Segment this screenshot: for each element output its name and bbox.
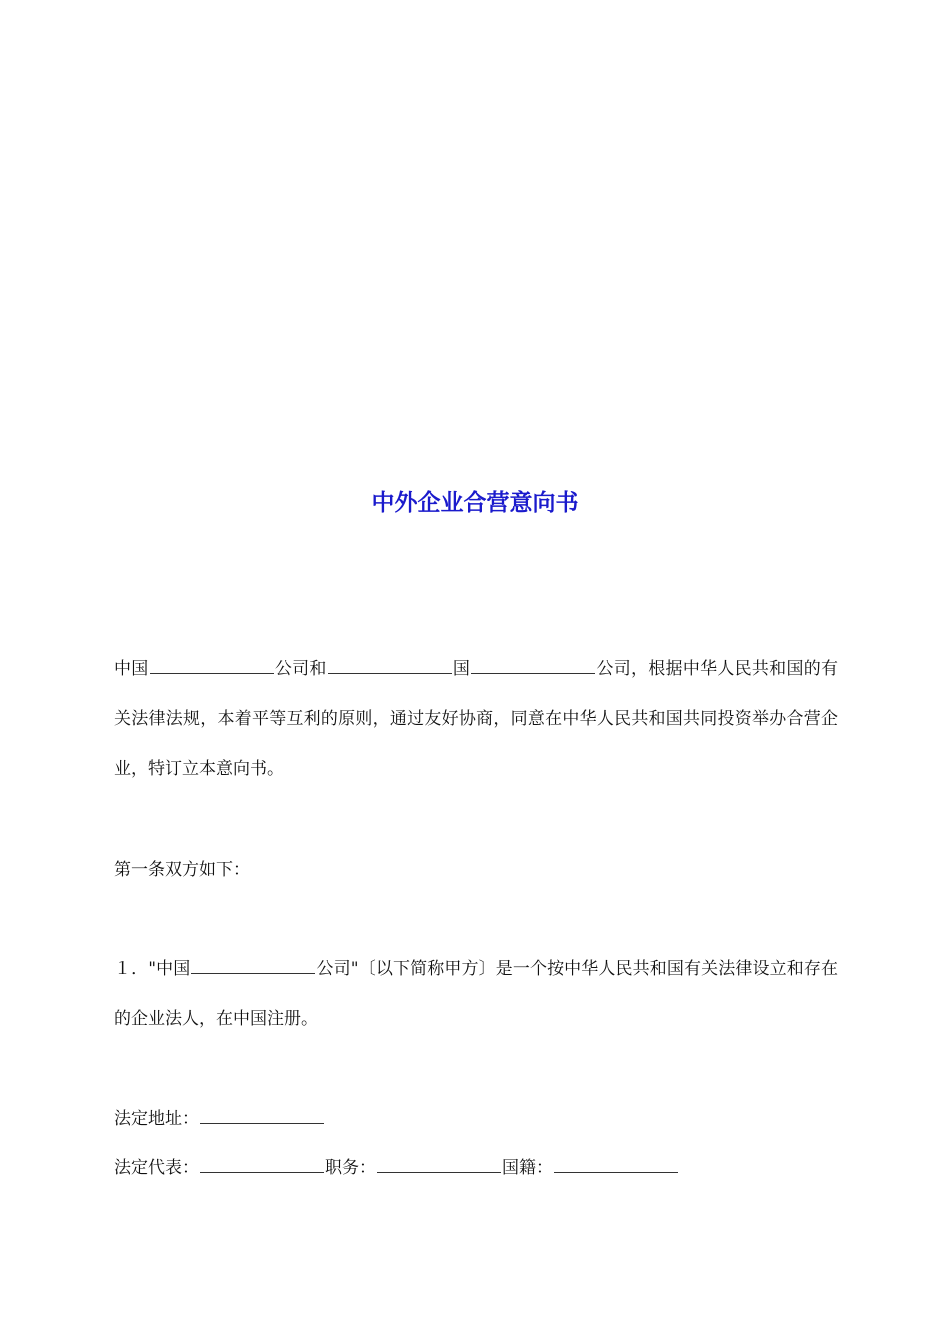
article-1-heading-text: 第一条双方如下：	[114, 860, 250, 880]
blank-line	[471, 672, 595, 674]
legal-address-line	[114, 1106, 838, 1132]
intro-text-3: 国	[452, 659, 471, 679]
intro-text-4: 公司，根据中华人民共和国的有关法律法规，本着平等互利的原则，通过友好协商，同意在中华人民共和国共同投资举办合营企业，特订立本意向书。	[114, 659, 839, 779]
blank-line	[191, 972, 315, 974]
article-1-heading	[114, 845, 838, 895]
intro-text-2: 公司和	[274, 659, 327, 679]
position-blank	[377, 1171, 501, 1173]
blank-line	[328, 672, 452, 674]
intro-paragraph	[114, 644, 838, 794]
representative-label: 法定代表：	[114, 1158, 199, 1178]
blank-line	[150, 672, 274, 674]
representative-line	[114, 1155, 838, 1181]
position-label: 职务：	[325, 1158, 376, 1178]
document-title: 中外企业合营意向书	[371, 490, 579, 516]
nationality-label: 国籍：	[502, 1158, 553, 1178]
item-1-text-1: １．"中国	[114, 959, 191, 979]
nationality-blank	[554, 1171, 678, 1173]
legal-address-label: 法定地址：	[114, 1109, 199, 1129]
intro-text-1: 中国	[114, 659, 149, 679]
representative-blank	[200, 1171, 324, 1173]
legal-address-blank	[200, 1122, 324, 1124]
item-1-text-2: 公司"〔以下简称甲方〕是一个按中华人民共和国有关法律设立和存在的企业法人，在中国注册。	[114, 959, 838, 1029]
item-1-paragraph	[114, 944, 838, 1044]
